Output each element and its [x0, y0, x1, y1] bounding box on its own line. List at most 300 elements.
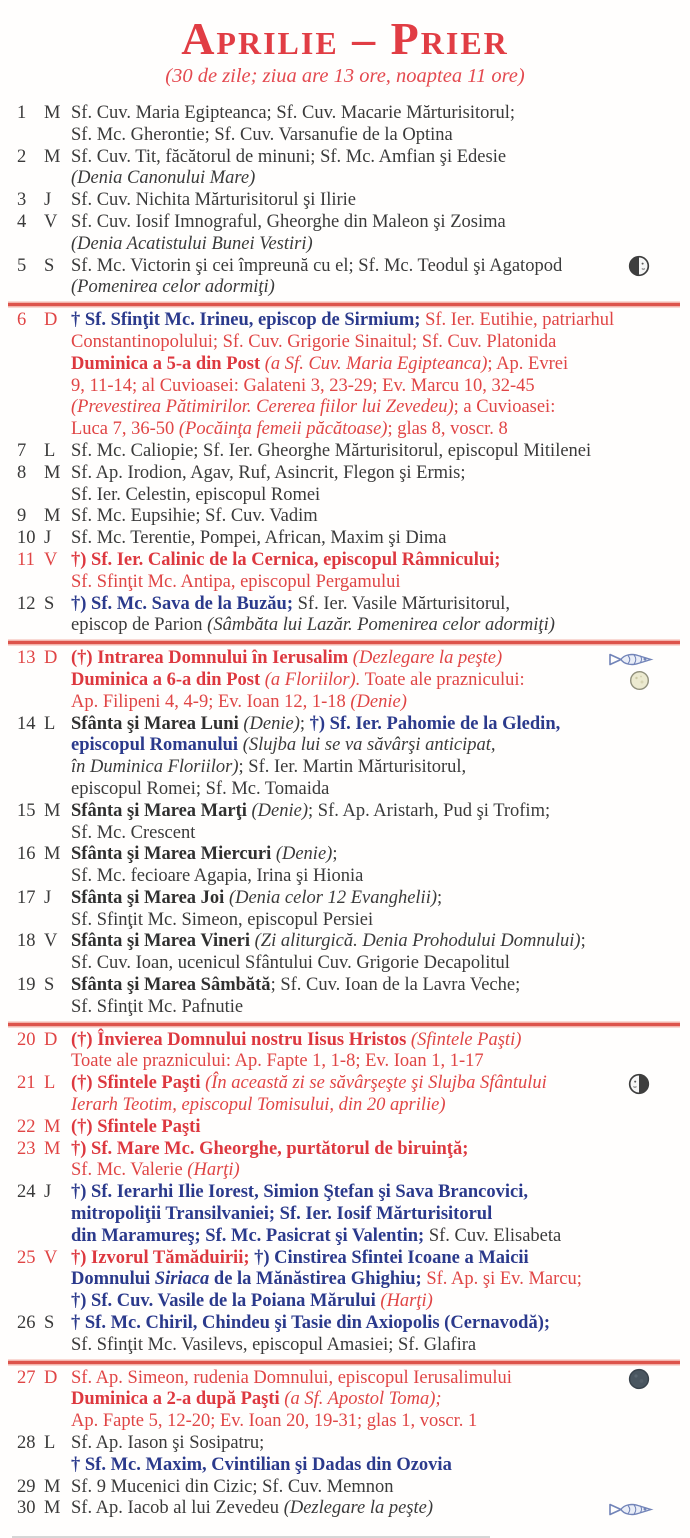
new-moon-icon: [628, 1368, 650, 1390]
day-label: [0, 1368, 71, 1433]
feast-text: [71, 256, 690, 300]
day-number: 4: [17, 211, 27, 232]
feast-segment: Sf. Sfinţit Mc. Vasilevs, episcopul Amasiei; Sf. Glafira: [71, 1334, 477, 1355]
weekday-letter: M: [44, 146, 61, 167]
feast-segment: ;: [332, 844, 338, 865]
feast-line: [71, 1389, 690, 1411]
day-label: [0, 310, 71, 441]
weekday-letter: M: [44, 800, 61, 821]
feast-text: [71, 844, 690, 888]
feast-line: [71, 1498, 690, 1520]
feast-segment: (Slujba lui se va săvârşi anticipat,: [242, 735, 496, 756]
feast-line: [71, 823, 690, 845]
feast-line: [71, 615, 690, 637]
feast-segment: Siriaca: [154, 1269, 210, 1290]
feast-segment: Sf. Mc. Eupsihie; Sf. Cuv. Vadim: [71, 506, 318, 527]
weekday-letter: S: [44, 1313, 55, 1334]
day-number: 14: [17, 713, 36, 734]
feast-segment: † Sf. Mc. Maxim, Cvintilian şi Dadas din Ozovia: [71, 1454, 452, 1475]
calendar-row: [0, 441, 690, 463]
feast-segment: (Pocăinţa femeii păcătoase): [178, 419, 388, 440]
weekday-letter: J: [44, 887, 52, 908]
feast-text: [71, 147, 690, 191]
feast-line: [71, 397, 690, 419]
day-label: [0, 528, 71, 550]
feast-segment: Sf. Mc. Crescent: [71, 822, 196, 843]
feast-segment: episcop de Parion: [71, 615, 208, 636]
feast-line: [71, 310, 690, 332]
feast-segment: Sf. Sfinţit Mc. Simeon, episcopul Persiei: [71, 909, 374, 930]
feast-segment: Sf. Ap. Simeon, rudenia Domnului, episcopul Ierusalimului: [71, 1367, 512, 1388]
feast-segment: Sf. Ap. Iason şi Sosipatru;: [71, 1433, 265, 1454]
feast-segment: Ap. Filipeni 4, 4-9; Ev. Ioan 12, 1-18: [71, 691, 351, 712]
feast-segment: †) Sf. Cuv. Vasile de la Poiana Mărului: [71, 1291, 381, 1312]
feast-segment: †) Sf. Mc. Sava de la Buzău;: [71, 593, 293, 614]
feast-line: [71, 1368, 690, 1390]
feast-segment: Sf. Mc. fecioare Agapia, Irina şi Hionia: [71, 866, 364, 887]
feast-line: [71, 997, 690, 1019]
weekday-letter: J: [44, 190, 52, 211]
feast-text: [71, 714, 690, 801]
day-number: 18: [17, 931, 36, 952]
feast-segment: (Sfintele Paşti): [410, 1029, 522, 1050]
calendar-row: [0, 801, 690, 845]
calendar-row: [0, 1477, 690, 1499]
feast-line: [71, 168, 690, 190]
calendar-row: [0, 1117, 690, 1139]
weekday-letter: L: [44, 1433, 56, 1454]
day-label: [0, 256, 71, 300]
feast-line: [71, 714, 690, 736]
feast-segment: Sfânta şi Marea Vineri: [71, 931, 255, 952]
full-moon-icon: [629, 670, 650, 692]
calendar-row: [0, 212, 690, 256]
weekday-letter: M: [44, 1116, 61, 1137]
feast-segment: (Dezlegare la peşte): [283, 1498, 434, 1519]
day-number: 28: [17, 1433, 36, 1454]
feast-text: [71, 506, 690, 528]
feast-line: [71, 103, 690, 125]
feast-segment: ; glas 8, voscr. 8: [387, 419, 508, 440]
feast-segment: Sf. Mc. Gherontie; Sf. Cuv. Varsanufie de la Optina: [71, 124, 453, 145]
section-rule: [8, 1023, 680, 1026]
feast-segment: (Dezlegare la peşte): [352, 648, 503, 669]
feast-text: [71, 1313, 690, 1357]
feast-segment: Sf. Cuv. Maria Egipteanca; Sf. Cuv. Macarie Mărturisitorul;: [71, 103, 516, 123]
feast-line: [71, 1313, 690, 1335]
feast-text: [71, 1117, 690, 1139]
feast-line: [71, 1433, 690, 1455]
feast-line: [71, 1073, 690, 1095]
feast-segment: ;: [437, 887, 443, 908]
weekday-letter: D: [44, 1367, 58, 1388]
day-label: [0, 463, 71, 507]
weekday-letter: V: [44, 1247, 58, 1268]
day-number: 21: [17, 1073, 36, 1094]
fish-icon: [608, 648, 654, 670]
feast-segment: Duminica a 6-a din Post: [71, 669, 265, 690]
calendar-row: [0, 310, 690, 441]
weekday-letter: J: [44, 528, 52, 549]
feast-segment: Sf. Sfinţit Mc. Pafnutie: [71, 996, 244, 1017]
feast-segment: Sf. Ap. Iacob al lui Zevedeu: [71, 1498, 284, 1519]
day-number: 15: [17, 800, 36, 821]
feast-line: [71, 234, 690, 256]
feast-segment: de la Mănăstirea Ghighiu;: [209, 1269, 427, 1290]
month-title: Aprilie – Prier: [181, 13, 509, 64]
feast-line: [71, 670, 690, 692]
feast-text: [71, 1139, 690, 1183]
feast-text: [71, 1498, 690, 1520]
fish-icon: [608, 1498, 654, 1520]
feast-segment: Sfânta şi Marea Miercuri: [71, 844, 276, 865]
weekday-letter: V: [44, 211, 58, 232]
day-number: 2: [17, 146, 27, 167]
feast-line: [71, 1411, 690, 1433]
day-label: [0, 550, 71, 594]
day-number: 7: [17, 440, 27, 461]
feast-segment: Toate ale praznicului:: [360, 669, 525, 690]
feast-segment: †) Izvorul Tămăduirii;: [71, 1247, 255, 1268]
day-number: 27: [17, 1367, 36, 1388]
calendar-row: [0, 1368, 690, 1433]
day-label: [0, 1182, 71, 1247]
day-label: [0, 1117, 71, 1139]
feast-line: [71, 1117, 690, 1139]
feast-text: [71, 190, 690, 212]
feast-segment: (Harţi): [380, 1291, 433, 1312]
section-rule: [8, 303, 680, 306]
feast-text: [71, 594, 690, 638]
feast-segment: Sf. Sfinţit Mc. Antipa, episcopul Pergamului: [71, 571, 401, 592]
feast-line: [71, 1269, 690, 1291]
feast-line: [71, 376, 690, 398]
feast-line: [71, 1051, 690, 1073]
feast-segment: Ap. Fapte 5, 12-20; Ev. Ioan 20, 19-31; glas 1, voscr. 1: [71, 1411, 478, 1432]
day-number: 9: [17, 506, 27, 527]
day-label: [0, 801, 71, 845]
weekday-letter: D: [44, 310, 58, 331]
feast-segment: (Pomenirea celor adormiţi): [71, 277, 275, 298]
day-number: 25: [17, 1247, 36, 1268]
feast-line: [71, 1226, 690, 1248]
day-number: 30: [17, 1498, 36, 1519]
feast-segment: (†) Sfintele Paşti: [71, 1116, 201, 1137]
feast-segment: Sf. Ap. Irodion, Agav, Ruf, Asincrit, Flegon şi Ermis;: [71, 462, 466, 483]
feast-line: [71, 1335, 690, 1357]
day-label: [0, 888, 71, 932]
feast-line: [71, 506, 690, 528]
feast-segment: (Denia celor 12 Evanghelii): [228, 887, 437, 908]
feast-text: [71, 801, 690, 845]
feast-segment: (Harţi): [187, 1160, 240, 1181]
feast-line: [71, 844, 690, 866]
day-label: [0, 1139, 71, 1183]
feast-segment: (Prevestirea Pătimirilor. Cererea fiilor lui Zevedeu): [71, 397, 454, 418]
day-label: [0, 1477, 71, 1499]
feast-segment: Sf. Ier. Vasile Mărturisitorul,: [293, 593, 511, 614]
feast-segment: ; Sf. Ap. Aristarh, Pud şi Trofim;: [308, 800, 551, 821]
section-rule: [8, 1361, 680, 1364]
feast-segment: Sf. Cuv. Iosif Imnograful, Gheorghe din Maleon şi Zosima: [71, 211, 506, 232]
feast-text: [71, 1368, 690, 1433]
weekday-letter: J: [44, 1182, 52, 1203]
feast-segment: Sfânta şi Marea Sâmbătă: [71, 975, 271, 996]
feast-line: [71, 931, 690, 953]
calendar-row: [0, 550, 690, 594]
feast-line: [71, 779, 690, 801]
weekday-letter: M: [44, 1498, 61, 1519]
weekday-letter: M: [44, 462, 61, 483]
day-number: 26: [17, 1313, 36, 1334]
feast-segment: Constantinopolului; Sf. Cuv. Grigorie Sinaitul; Sf. Cuv. Platonida: [71, 331, 557, 352]
day-label: [0, 147, 71, 191]
day-number: 12: [17, 593, 36, 614]
feast-segment: Duminica a 2-a după Paşti: [71, 1389, 285, 1410]
feast-segment: episcopul Romei; Sf. Mc. Tomaida: [71, 778, 330, 799]
feast-segment: Sfânta şi Marea Luni: [71, 713, 244, 734]
feast-segment: Sf. Mc. Caliopie; Sf. Ier. Gheorghe Mărturisitorul, episcopul Mitilenei: [71, 440, 592, 461]
feast-segment: (Denie): [251, 800, 309, 821]
day-label: [0, 190, 71, 212]
feast-line: [71, 485, 690, 507]
feast-line: [71, 572, 690, 594]
feast-line: [71, 1139, 690, 1161]
feast-line: [71, 866, 690, 888]
feast-text: [71, 888, 690, 932]
day-number: 23: [17, 1138, 36, 1159]
feast-text: [71, 550, 690, 594]
day-label: [0, 1313, 71, 1357]
day-label: [0, 1433, 71, 1477]
calendar-row: [0, 190, 690, 212]
feast-text: [71, 441, 690, 463]
calendar-row: [0, 1030, 690, 1074]
feast-line: [71, 692, 690, 714]
calendar-row: [0, 975, 690, 1019]
weekday-letter: S: [44, 255, 55, 276]
feast-segment: ;: [580, 931, 586, 952]
day-number: 19: [17, 975, 36, 996]
feast-segment: Sf. Cuv. Tit, făcătorul de minuni; Sf. Mc. Amfian şi Edesie: [71, 146, 507, 167]
day-label: [0, 648, 71, 713]
feast-segment: în Duminica Floriilor): [71, 757, 239, 778]
last-quarter-moon-icon: [628, 1073, 650, 1095]
weekday-letter: M: [44, 1138, 61, 1159]
calendar-row: [0, 147, 690, 191]
feast-line: [71, 528, 690, 550]
calendar-row: [0, 1248, 690, 1313]
weekday-letter: V: [44, 549, 58, 570]
feast-line: [71, 441, 690, 463]
feast-segment: din Maramureş; Sf. Mc. Pasicrat şi Valentin;: [71, 1225, 425, 1246]
first-quarter-moon-icon: [628, 256, 650, 278]
calendar-row: [0, 888, 690, 932]
feast-text: [71, 103, 690, 147]
day-number: 20: [17, 1029, 36, 1050]
day-label: [0, 844, 71, 888]
feast-line: [71, 212, 690, 234]
feast-text: [71, 975, 690, 1019]
feast-segment: 9, 11-14; al Cuvioasei: Galateni 3, 23-29; Ev. Marcu 10, 32-45: [71, 375, 535, 396]
feast-segment: (a Sf. Cuv. Maria Egipteanca): [264, 353, 488, 374]
feast-segment: (†) Intrarea Domnului în Ierusalim: [71, 648, 353, 669]
calendar-row: [0, 463, 690, 507]
feast-segment: Sf. Ap. şi Ev. Marcu;: [426, 1269, 582, 1290]
feast-segment: ; a Cuvioasei:: [453, 397, 556, 418]
calendar-row: [0, 931, 690, 975]
feast-line: [71, 1291, 690, 1313]
feast-line: [71, 256, 690, 278]
day-label: [0, 931, 71, 975]
feast-segment: Duminica a 5-a din Post: [71, 353, 265, 374]
feast-segment: †) Sf. Ierarhi Ilie Iorest, Simion Ştefan şi Sava Brancovici,: [71, 1182, 529, 1203]
weekday-letter: M: [44, 844, 61, 865]
feast-line: [71, 125, 690, 147]
feast-line: [71, 1455, 690, 1477]
feast-segment: (Denie): [275, 844, 333, 865]
feast-line: [71, 648, 690, 670]
day-number: 29: [17, 1476, 36, 1497]
calendar-row: [0, 528, 690, 550]
feast-line: [71, 953, 690, 975]
feast-line: [71, 594, 690, 616]
feast-text: [71, 463, 690, 507]
day-label: [0, 975, 71, 1019]
feast-line: [71, 463, 690, 485]
feast-segment: Sf. Cuv. Nichita Mărturisitorul şi Ilirie: [71, 190, 356, 211]
feast-segment: †) Sf. Mare Mc. Gheorghe, purtătorul de biruinţă;: [71, 1138, 469, 1159]
feast-segment: †) Sf. Ier. Calinic de la Cernica, episcopul Râmnicului;: [71, 549, 501, 570]
feast-line: [71, 735, 690, 757]
feast-line: [71, 1030, 690, 1052]
day-label: [0, 1030, 71, 1074]
feast-segment: ; Sf. Cuv. Ioan de la Lavra Veche;: [270, 975, 521, 996]
calendar-row: [0, 594, 690, 638]
calendar-row: [0, 256, 690, 300]
calendar-row: [0, 844, 690, 888]
feast-segment: (Denie): [350, 691, 407, 712]
feast-segment: (În această zi se săvârşeşte şi Slujba Sfântului: [205, 1073, 547, 1094]
feast-segment: † Sf. Sfinţit Mc. Irineu, episcop de Sirmium;: [71, 310, 421, 331]
weekday-letter: L: [44, 713, 56, 734]
calendar-row: [0, 1498, 690, 1520]
feast-segment: ; Ap. Evrei: [487, 353, 569, 374]
feast-segment: Sf. Cuv. Elisabeta: [424, 1225, 562, 1246]
feast-segment: (a Sf. Apostol Toma);: [284, 1389, 442, 1410]
feast-text: [71, 1433, 690, 1477]
section-rule: [8, 641, 680, 644]
feast-text: [71, 1073, 690, 1117]
weekday-letter: S: [44, 975, 55, 996]
weekday-letter: M: [44, 103, 61, 123]
feast-segment: Sf. Mc. Terentie, Pompei, African, Maxim şi Dima: [71, 528, 447, 549]
feast-segment: †) Cinstirea Sfintei Icoane a Maicii: [254, 1247, 529, 1268]
feast-line: [71, 757, 690, 779]
feast-line: [71, 550, 690, 572]
weekday-letter: M: [44, 1476, 61, 1497]
feast-text: [71, 1477, 690, 1499]
day-label: [0, 1498, 71, 1520]
feast-segment: Luca 7, 36-50: [71, 419, 179, 440]
feast-line: [71, 332, 690, 354]
feast-segment: (a Floriilor).: [264, 669, 361, 690]
feast-line: [71, 1204, 690, 1226]
day-number: 13: [17, 648, 36, 669]
day-number: 1: [17, 103, 27, 123]
feast-segment: Sf. Cuv. Ioan, ucenicul Sfântului Cuv. Grigorie Decapolitul: [71, 953, 510, 974]
feast-text: [71, 212, 690, 256]
feast-segment: Sfânta şi Marea Joi: [71, 887, 229, 908]
calendar-row: [0, 714, 690, 801]
day-number: 3: [17, 190, 27, 211]
weekday-letter: S: [44, 593, 55, 614]
feast-line: [71, 147, 690, 169]
day-label: [0, 212, 71, 256]
feast-line: [71, 419, 690, 441]
feast-text: [71, 931, 690, 975]
weekday-letter: D: [44, 648, 58, 669]
feast-segment: Sf. 9 Mucenici din Cizic; Sf. Cuv. Memnon: [71, 1476, 394, 1497]
feast-line: [71, 1477, 690, 1499]
calendar-row: [0, 1313, 690, 1357]
day-number: 24: [17, 1182, 36, 1203]
month-subtitle: (30 de zile; ziua are 13 ore, noaptea 11 ore): [165, 65, 525, 87]
feast-segment: (Zi aliturgică. Denia Prohodului Domnului): [254, 931, 581, 952]
day-label: [0, 1248, 71, 1313]
feast-text: [71, 310, 690, 441]
calendar-row: [0, 1073, 690, 1117]
day-number: 10: [17, 528, 36, 549]
calendar-row: [0, 506, 690, 528]
weekday-letter: L: [44, 440, 56, 461]
day-label: [0, 594, 71, 638]
weekday-letter: D: [44, 1029, 58, 1050]
feast-segment: † Sf. Mc. Chiril, Chindeu şi Tasie din Axiopolis (Cernavodă);: [71, 1313, 551, 1334]
feast-segment: ;: [299, 713, 310, 734]
calendar-row: [0, 1182, 690, 1247]
feast-line: [71, 1182, 690, 1204]
feast-text: [71, 528, 690, 550]
feast-segment: Sf. Mc. Valerie: [71, 1160, 188, 1181]
day-number: 22: [17, 1116, 36, 1137]
feast-line: [71, 1160, 690, 1182]
feast-line: [71, 801, 690, 823]
feast-text: [71, 1248, 690, 1313]
feast-segment: (Denie): [243, 713, 300, 734]
feast-segment: Ierarh Teotim, episcopul Tomisului, din 20 aprilie): [71, 1095, 446, 1116]
feast-line: [71, 888, 690, 910]
feast-segment: Sf. Ier. Celestin, episcopul Romei: [71, 484, 321, 505]
calendar-rows: [0, 103, 690, 1520]
day-label: [0, 103, 71, 147]
weekday-letter: V: [44, 931, 58, 952]
feast-line: [71, 354, 690, 376]
day-number: 6: [17, 310, 27, 331]
feast-segment: (†) Învierea Domnului nostru Iisus Hristos: [71, 1029, 411, 1050]
day-label: [0, 506, 71, 528]
calendar-row: [0, 1433, 690, 1477]
day-number: 5: [17, 255, 27, 276]
feast-segment: (Denia Canonului Mare): [71, 168, 256, 189]
feast-segment: Toate ale praznicului: Ap. Fapte 1, 1-8; Ev. Ioan 1, 1-17: [71, 1051, 484, 1072]
day-label: [0, 1073, 71, 1117]
feast-segment: mitropoliţii Transilvaniei; Sf. Ier. Iosif Mărturisitorul: [71, 1204, 493, 1225]
day-number: 11: [17, 549, 35, 570]
feast-line: [71, 975, 690, 997]
calendar-row: [0, 103, 690, 147]
calendar-row: [0, 1139, 690, 1183]
